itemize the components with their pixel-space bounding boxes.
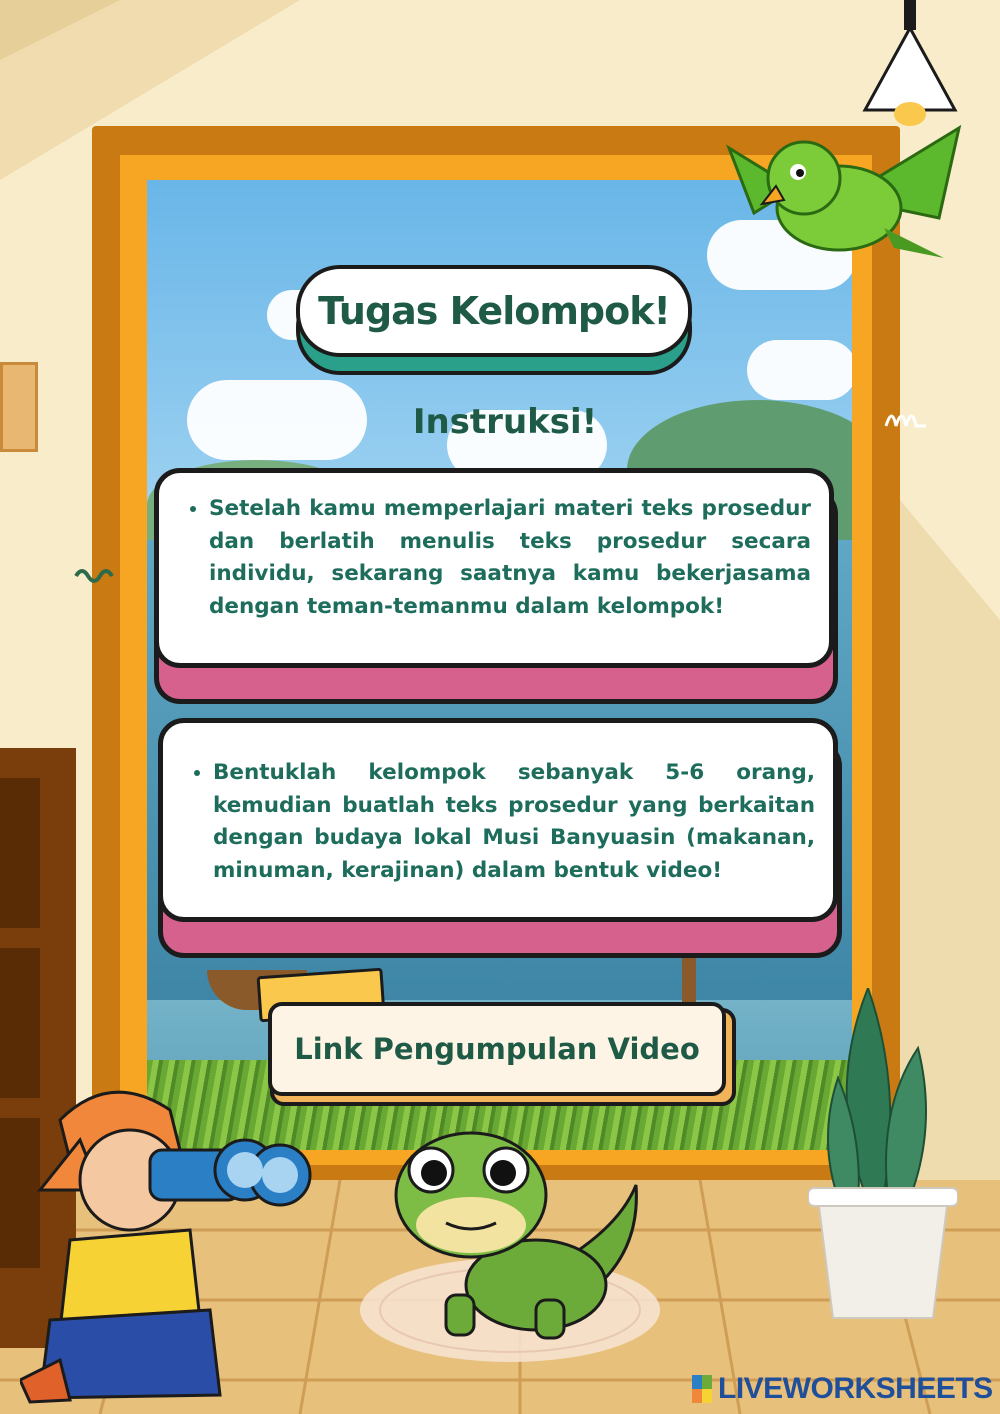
instructions-heading: Instruksi! bbox=[412, 402, 598, 442]
squiggle-icon bbox=[882, 406, 928, 430]
squiggle-icon bbox=[74, 566, 114, 586]
title-pill bbox=[296, 265, 692, 357]
boy-with-binoculars-icon bbox=[20, 1080, 320, 1405]
instruction-list bbox=[187, 757, 815, 887]
logo-mark-icon bbox=[692, 1375, 712, 1403]
link-button-label: Link Pengumpulan Video bbox=[294, 1032, 700, 1066]
instruction-card-1 bbox=[154, 468, 834, 668]
video-submission-link-button[interactable] bbox=[268, 1002, 726, 1096]
liveworksheets-logo bbox=[692, 1372, 993, 1406]
instruction-item: • Bentuklah kelompok sebanyak 5-6 orang, kemudian buatlah teks prosedur yang berkaitan dengan budaya lokal Musi Banyuasin (makanan, minuman, kerajinan) dalam bentuk video! bbox=[213, 757, 815, 887]
wall-switch bbox=[0, 362, 38, 452]
instruction-item: • Setelah kamu memperlajari materi teks prosedur dan berlatih menulis teks prosedur secara individu, sekarang saatnya kamu bekerjasama dengan teman-temanmu dalam kelompok! bbox=[209, 493, 811, 623]
crocodile-mascot-icon bbox=[386, 1125, 656, 1340]
instruction-card-2 bbox=[158, 718, 838, 922]
page-title: Tugas Kelompok! bbox=[318, 289, 670, 333]
brand-name: LIVEWORKSHEETS bbox=[718, 1372, 993, 1405]
potted-plant-icon bbox=[808, 988, 958, 1328]
instruction-list bbox=[183, 493, 811, 623]
green-bird-icon bbox=[724, 108, 968, 268]
